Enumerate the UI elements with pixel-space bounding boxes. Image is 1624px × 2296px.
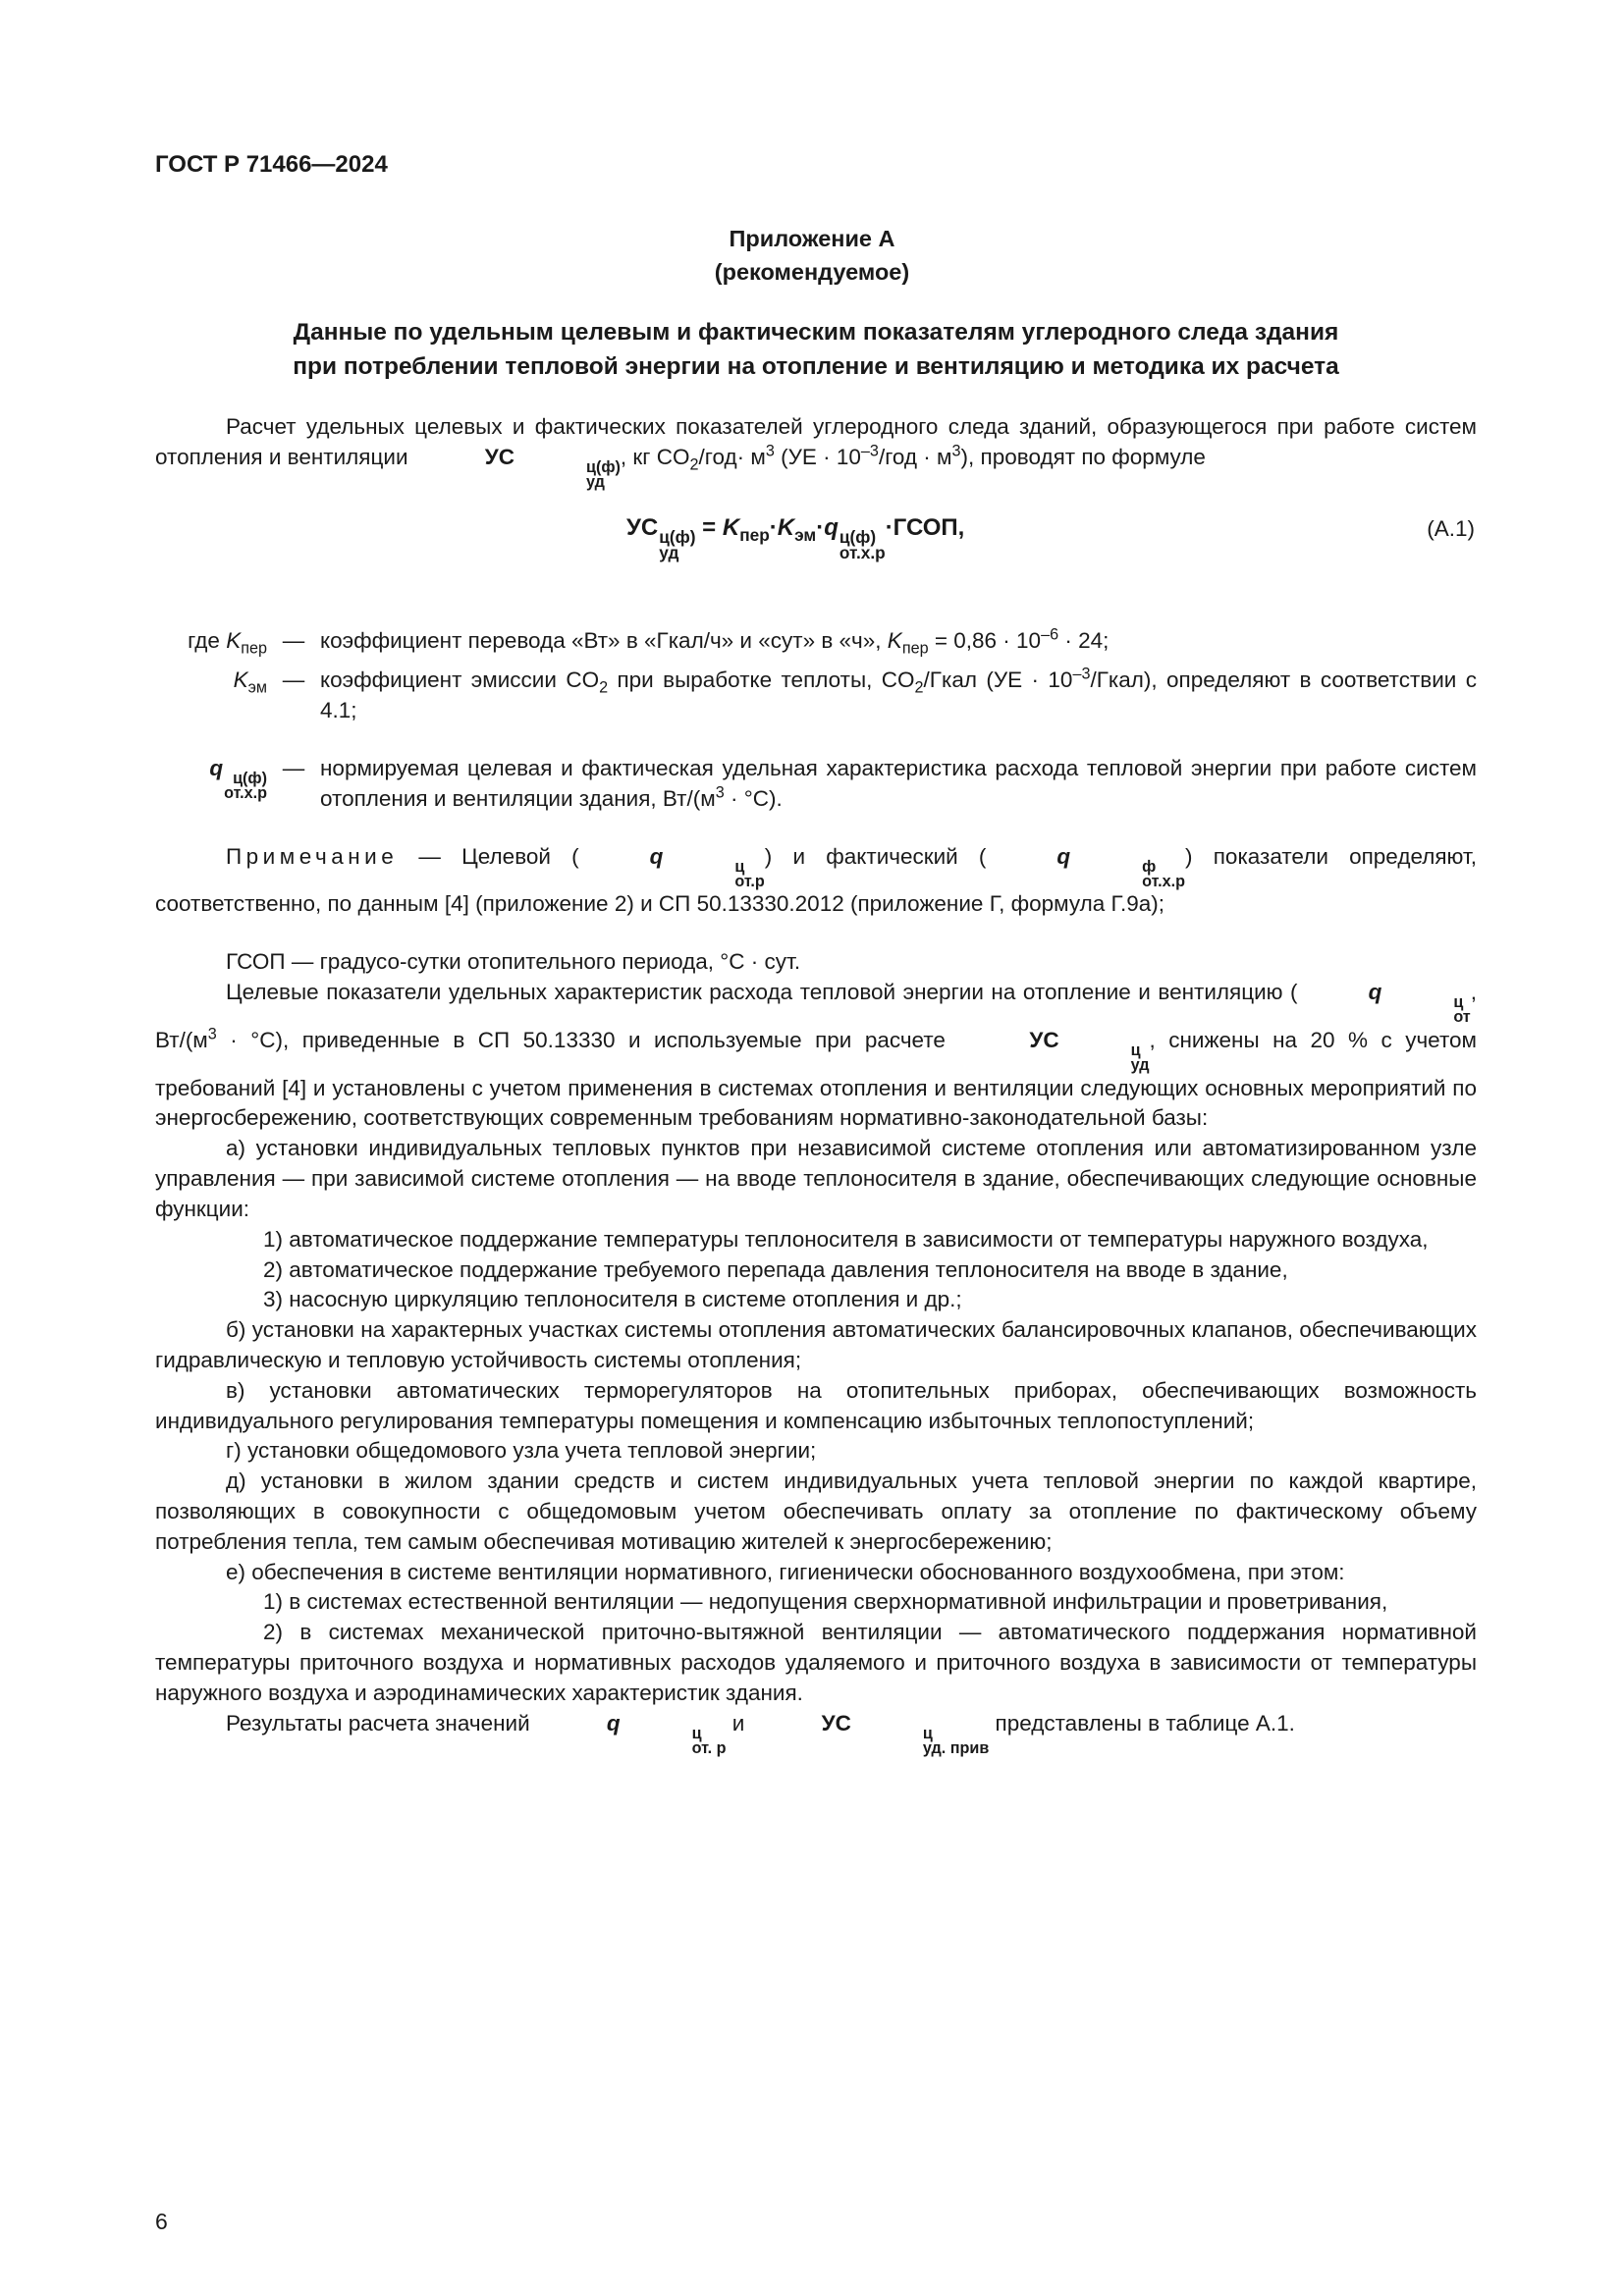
- page-number: 6: [155, 2209, 168, 2234]
- section-title-line: при потреблении тепловой энергии на отопление и вентиляцию и методика их расчета: [293, 352, 1339, 380]
- formula-expression: УС ц(ф) уд = $K_{пер}\cdot K_{эм}\cdot q$ ц(ф) от.х.р ·ГСОП,: [626, 513, 965, 562]
- formula-number: (А.1): [1427, 515, 1475, 541]
- intro-paragraph: Расчет удельных целевых и фактических показателей углеродного следа зданий, образующегося при работе систем отопления и вентиляции УС ц(ф) уд , кг $CO_2/год\cdot м^3$ ($УЕ \cdot 10^{-3}$/год · $м^3$), проводят по формуле: [155, 414, 1477, 492]
- definition-k-em: $K_{эм}$ — коэффициент эмиссии $CO_2$ при выработке теплоты, $CO_2$/Гкал $(УЕ \cdot 10^{-3}/Гкал)$, определяют в соответствии с 4.1;: [233, 665, 1478, 723]
- list-item-e: е) обеспечения в системе вентиляции нормативного, гигиенически обоснованного воздухообмена, при этом:: [226, 1559, 1345, 1584]
- standard-header: ГОСТ Р 71466—2024: [155, 151, 388, 178]
- formula-a1: [155, 505, 1477, 573]
- definitions: [155, 626, 1477, 815]
- list-item-g: г) установки общедомового узла учета тепловой энергии;: [226, 1438, 817, 1464]
- list-item-e1: 1) в системах естественной вентиляции — недопущения сверхнормативной инфильтрации и проветривания,: [263, 1589, 1388, 1615]
- results-paragraph: Результаты расчета значений q ц от. р и УС ц уд. прив представлены в таблице А.1.: [226, 1710, 1295, 1758]
- note-paragraph: Примечание — Целевой ( q ц от.р ) и фактический ( q ф от.х.р ) показатели определяют, соответственно, по данным [4] (приложение 2) и СП 50.13330.2012 (приложение Г, формула Г.9а);: [155, 843, 1477, 917]
- definition-k-per: где $K_{пер}$ — коэффициент перевода «Вт» в «Гкал/ч» и «сут» в «ч», $K_{пер} = 0,86 \cdot 10^{-6} \cdot 24$;: [188, 625, 1110, 658]
- list-item-v: в) установки автоматических терморегуляторов на отопительных приборах, обеспечивающих возможность индивидуального регулирования температуры помещения и компенсацию избыточных теплопоступлений;: [155, 1377, 1477, 1433]
- list-item-b: б) установки на характерных участках системы отопления автоматических балансировочных клапанов, обеспечивающих гидравлическую и тепловую устойчивость системы отопления;: [155, 1317, 1477, 1372]
- list-item-a2: 2) автоматическое поддержание требуемого перепада давления теплоносителя на вводе в здание,: [263, 1256, 1288, 1282]
- document-body: [155, 412, 1477, 1756]
- section-title-line: Данные по удельным целевым и фактическим показателям углеродного следа здания: [293, 319, 1339, 346]
- list-item-a3: 3) насосную циркуляцию теплоносителя в системе отопления и др.;: [263, 1287, 962, 1312]
- targets-paragraph: Целевые показатели удельных характеристик расхода тепловой энергии на отопление и вентиляцию ( q ц от , $Вт/(м^3 \cdot ^\circ С)$, приведенные в СП 50.13330 и используемые при расчете УС ц уд , снижены на 20 % с учетом требований [4] и установлены с учетом применения в системах отопления и вентиляции следующих основных мероприятий по энергосбережению, соответствующих современным требованиям нормативно-законодательной базы:: [155, 980, 1477, 1131]
- list-item-e2: 2) в системах механической приточно-вытяжной вентиляции — автоматического поддержания нормативной температуры приточного воздуха и нормативных расходов удаляемого и приточного воздуха в зависимости от температуры наружного воздуха и аэродинамических характеристик здания.: [155, 1620, 1477, 1705]
- annex-title: Приложение А: [729, 226, 895, 251]
- list-item-a: а) установки индивидуальных тепловых пунктов при независимой системе отопления или автоматизированном узле управления — при зависимой системе отопления — на вводе теплоносителя в здание, обеспечивающих следующие основные функции:: [155, 1136, 1477, 1221]
- symbol-us-ud: УС ц(ф) уд: [484, 444, 621, 492]
- gsop-paragraph: ГСОП — градусо-сутки отопительного периода, °С · сут.: [226, 949, 801, 975]
- list-item-d: д) установки в жилом здании средств и систем индивидуальных учета тепловой энергии по каждой квартире, позволяющих в совокупности с общедомовым учетом обеспечивать оплату за отопление по фактическому объему потребления тепла, тем самым обеспечивая мотивацию жителей к энергосбережению;: [155, 1468, 1477, 1554]
- annex-status: (рекомендуемое): [714, 259, 910, 286]
- list-item-a1: 1) автоматическое поддержание температуры теплоносителя в зависимости от температуры наружного воздуха,: [263, 1226, 1429, 1252]
- definition-q: q ц(ф) от.х.р — нормируемая целевая и фактическая удельная характеристика расхода тепловой энергии при работе систем отопления и вентиляции здания, $Вт/(м^3 \cdot ^\circ С)$.: [209, 756, 1477, 811]
- section-title: [155, 316, 1477, 385]
- annex-heading: [0, 222, 1624, 289]
